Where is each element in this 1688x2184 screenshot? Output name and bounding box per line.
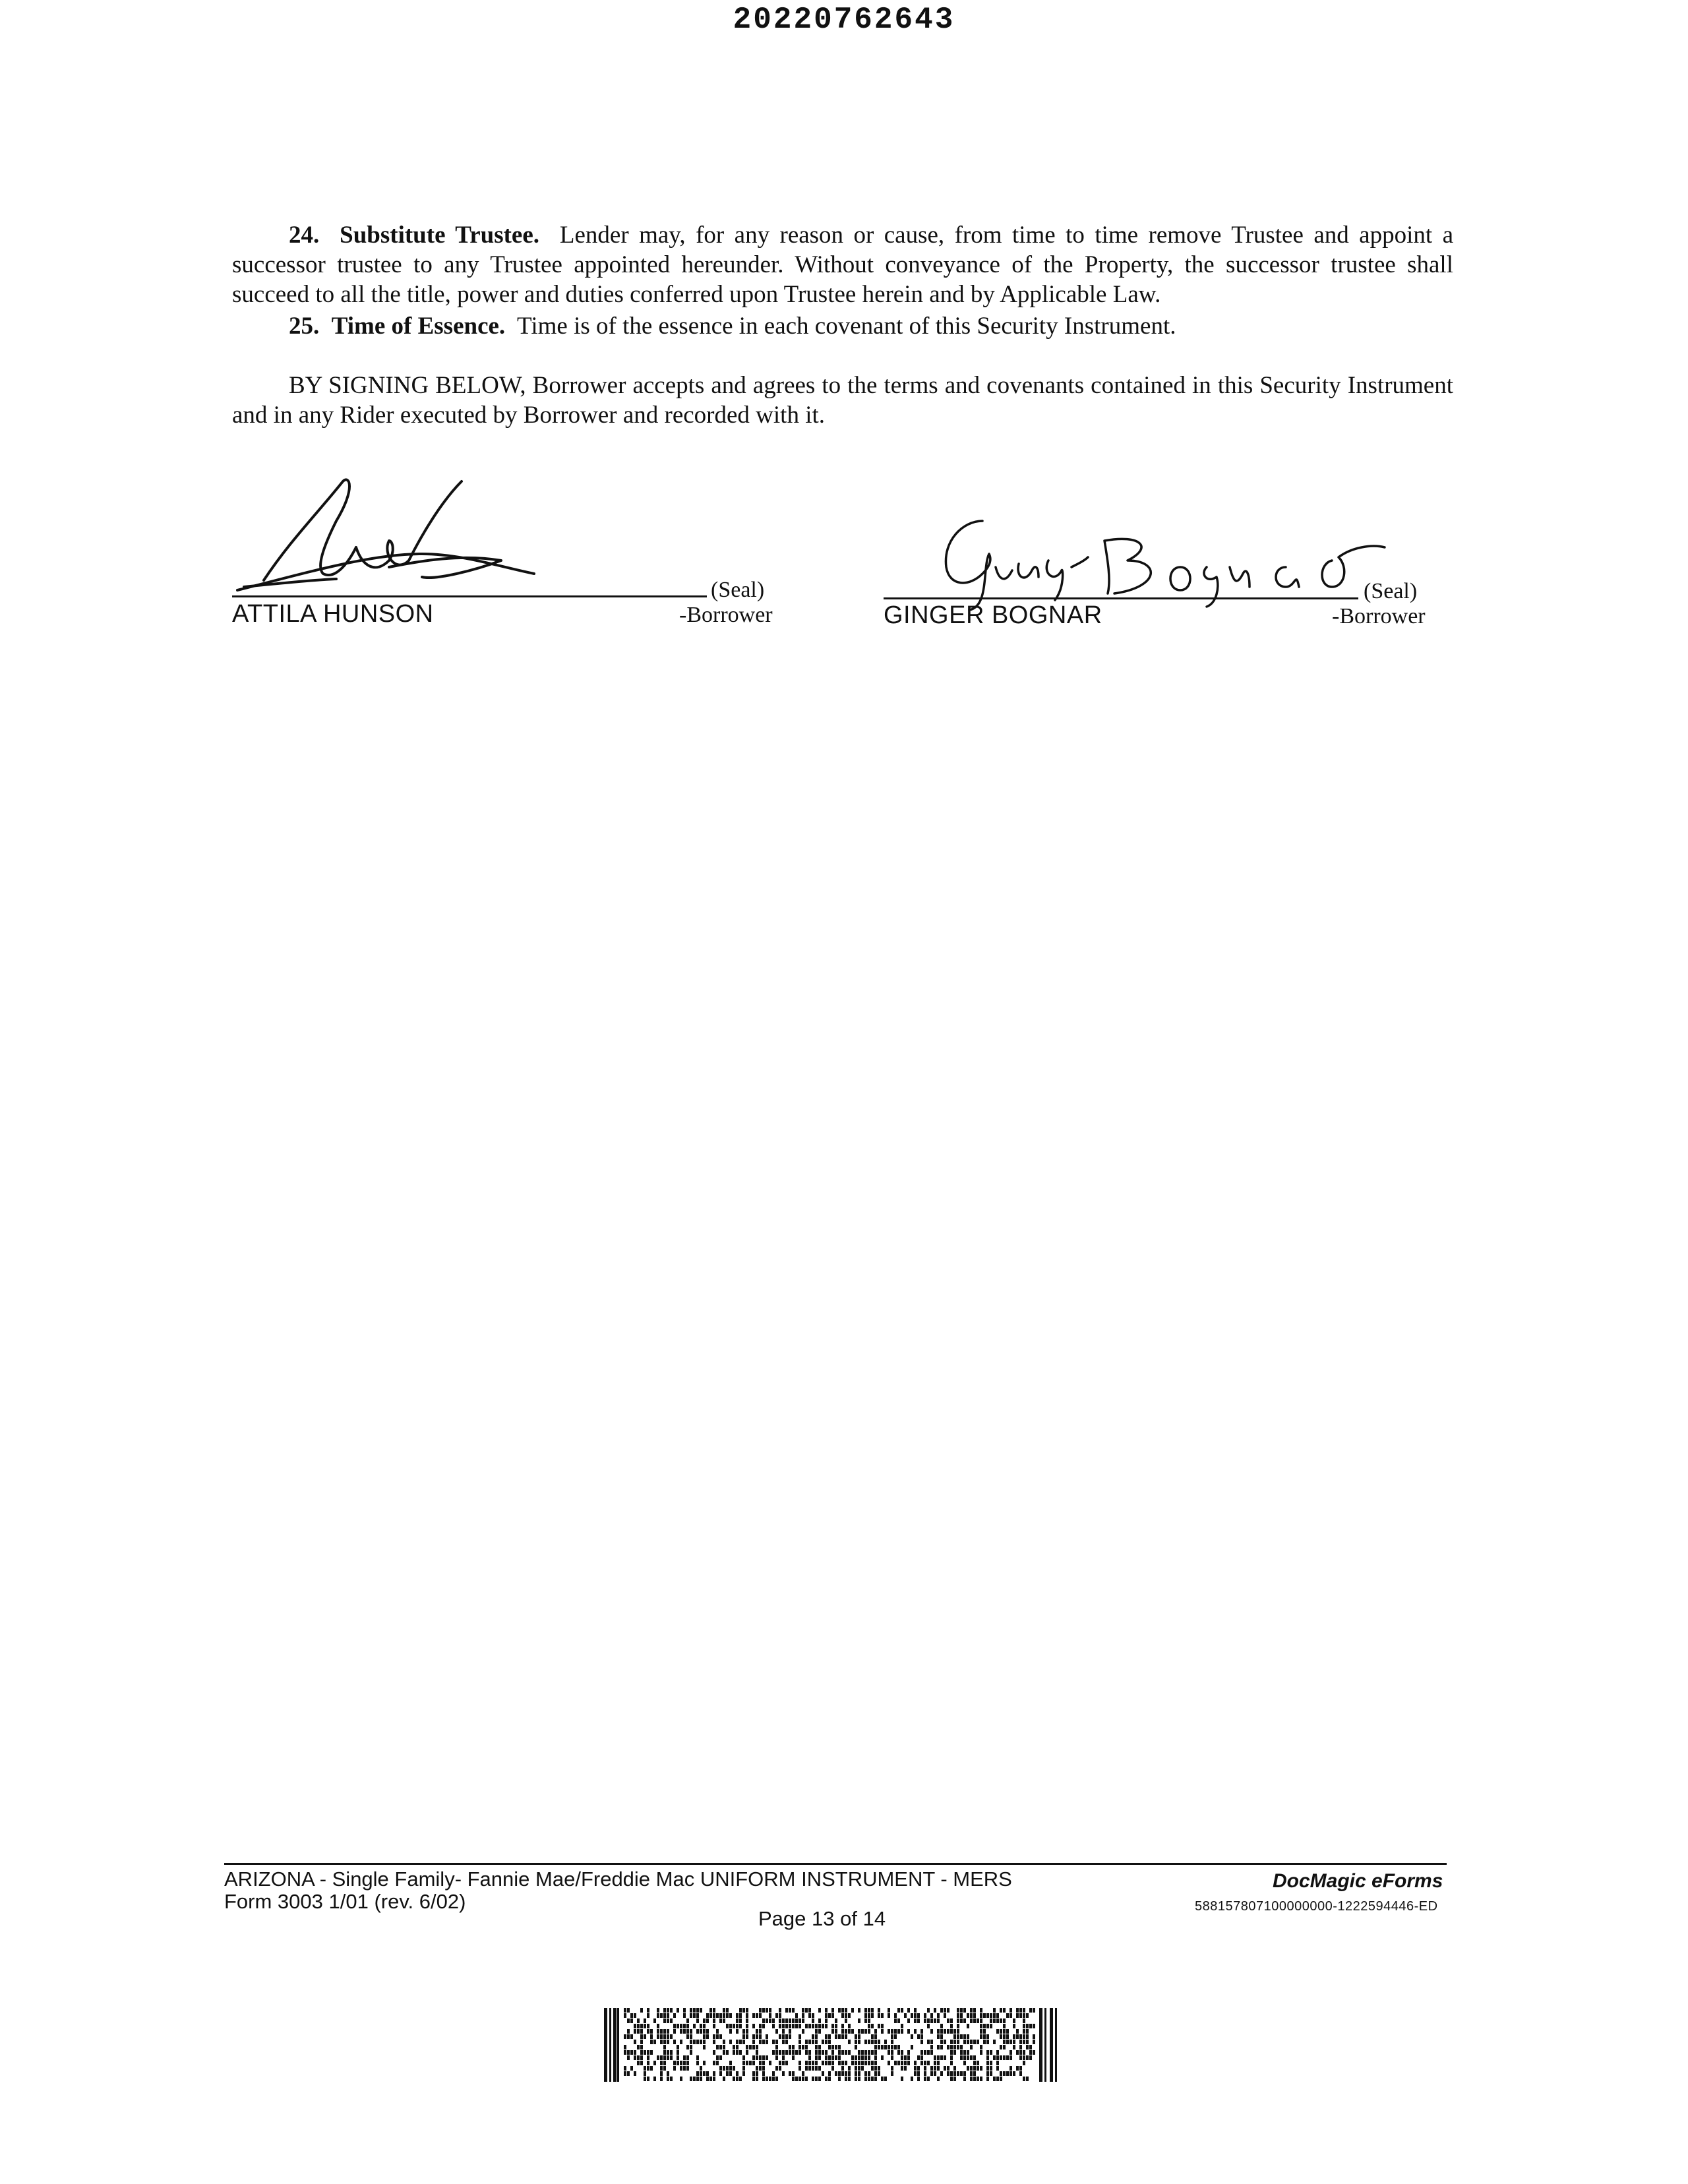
signature-bognar (917, 495, 1418, 613)
seal-label-hunson: (Seal) (711, 578, 765, 602)
section-25-text: Time is of the essence in each covenant of this Security Instrument. (517, 313, 1176, 340)
handwritten-signature-hunson-icon (224, 462, 554, 593)
footer-divider (224, 1863, 1447, 1865)
section-24-number: 24. (289, 222, 320, 249)
docmagic-logo: DocMagic eForms (1273, 1870, 1443, 1892)
footer-form-number: Form 3003 1/01 (rev. 6/02) (224, 1890, 466, 1913)
signature-hunson (224, 462, 554, 593)
borrower-role-hunson: -Borrower (679, 603, 773, 627)
section-25 (232, 311, 1453, 341)
borrower-role-bognar: -Borrower (1332, 604, 1426, 628)
signature-line-hunson (232, 595, 707, 597)
section-24-text: Lender may, for any reason or cause, from time to time remove Trustee and appoint a successor trustee to any Trustee appointed hereunder. Without conveyance of the Property, the successor trustee shall succeed to all the title, power and duties conferred upon Trustee herein and by Applicable Law. (232, 222, 1454, 308)
borrower-acknowledgement: BY SIGNING BELOW, Borrower accepts and agrees to the terms and covenants contained in this Security Instrument and in any Rider executed by Borrower and recorded with it. (232, 372, 1453, 429)
record-number: 20220762643 (733, 3, 955, 37)
section-24 (232, 220, 1453, 309)
barcode (604, 2008, 1059, 2082)
signature-line-bognar (884, 597, 1358, 599)
section-25-number: 25. (289, 313, 320, 340)
section-25-heading: Time of Essence. (331, 313, 506, 340)
borrower-name-bognar: GINGER BOGNAR (884, 601, 1102, 629)
barcode-icon (604, 2008, 1059, 2082)
borrower-name-hunson: ATTILA HUNSON (232, 600, 434, 628)
seal-label-bognar: (Seal) (1364, 579, 1418, 603)
footer-page-number: Page 13 of 14 (758, 1907, 886, 1930)
handwritten-signature-bognar-icon (917, 495, 1418, 613)
section-24-heading: Substitute Trustee. (340, 222, 540, 249)
footer-form-title: ARIZONA - Single Family- Fannie Mae/Freddie Mac UNIFORM INSTRUMENT - MERS (224, 1867, 1012, 1891)
document-id: 588157807100000000-1222594446-ED (1195, 1899, 1438, 1914)
